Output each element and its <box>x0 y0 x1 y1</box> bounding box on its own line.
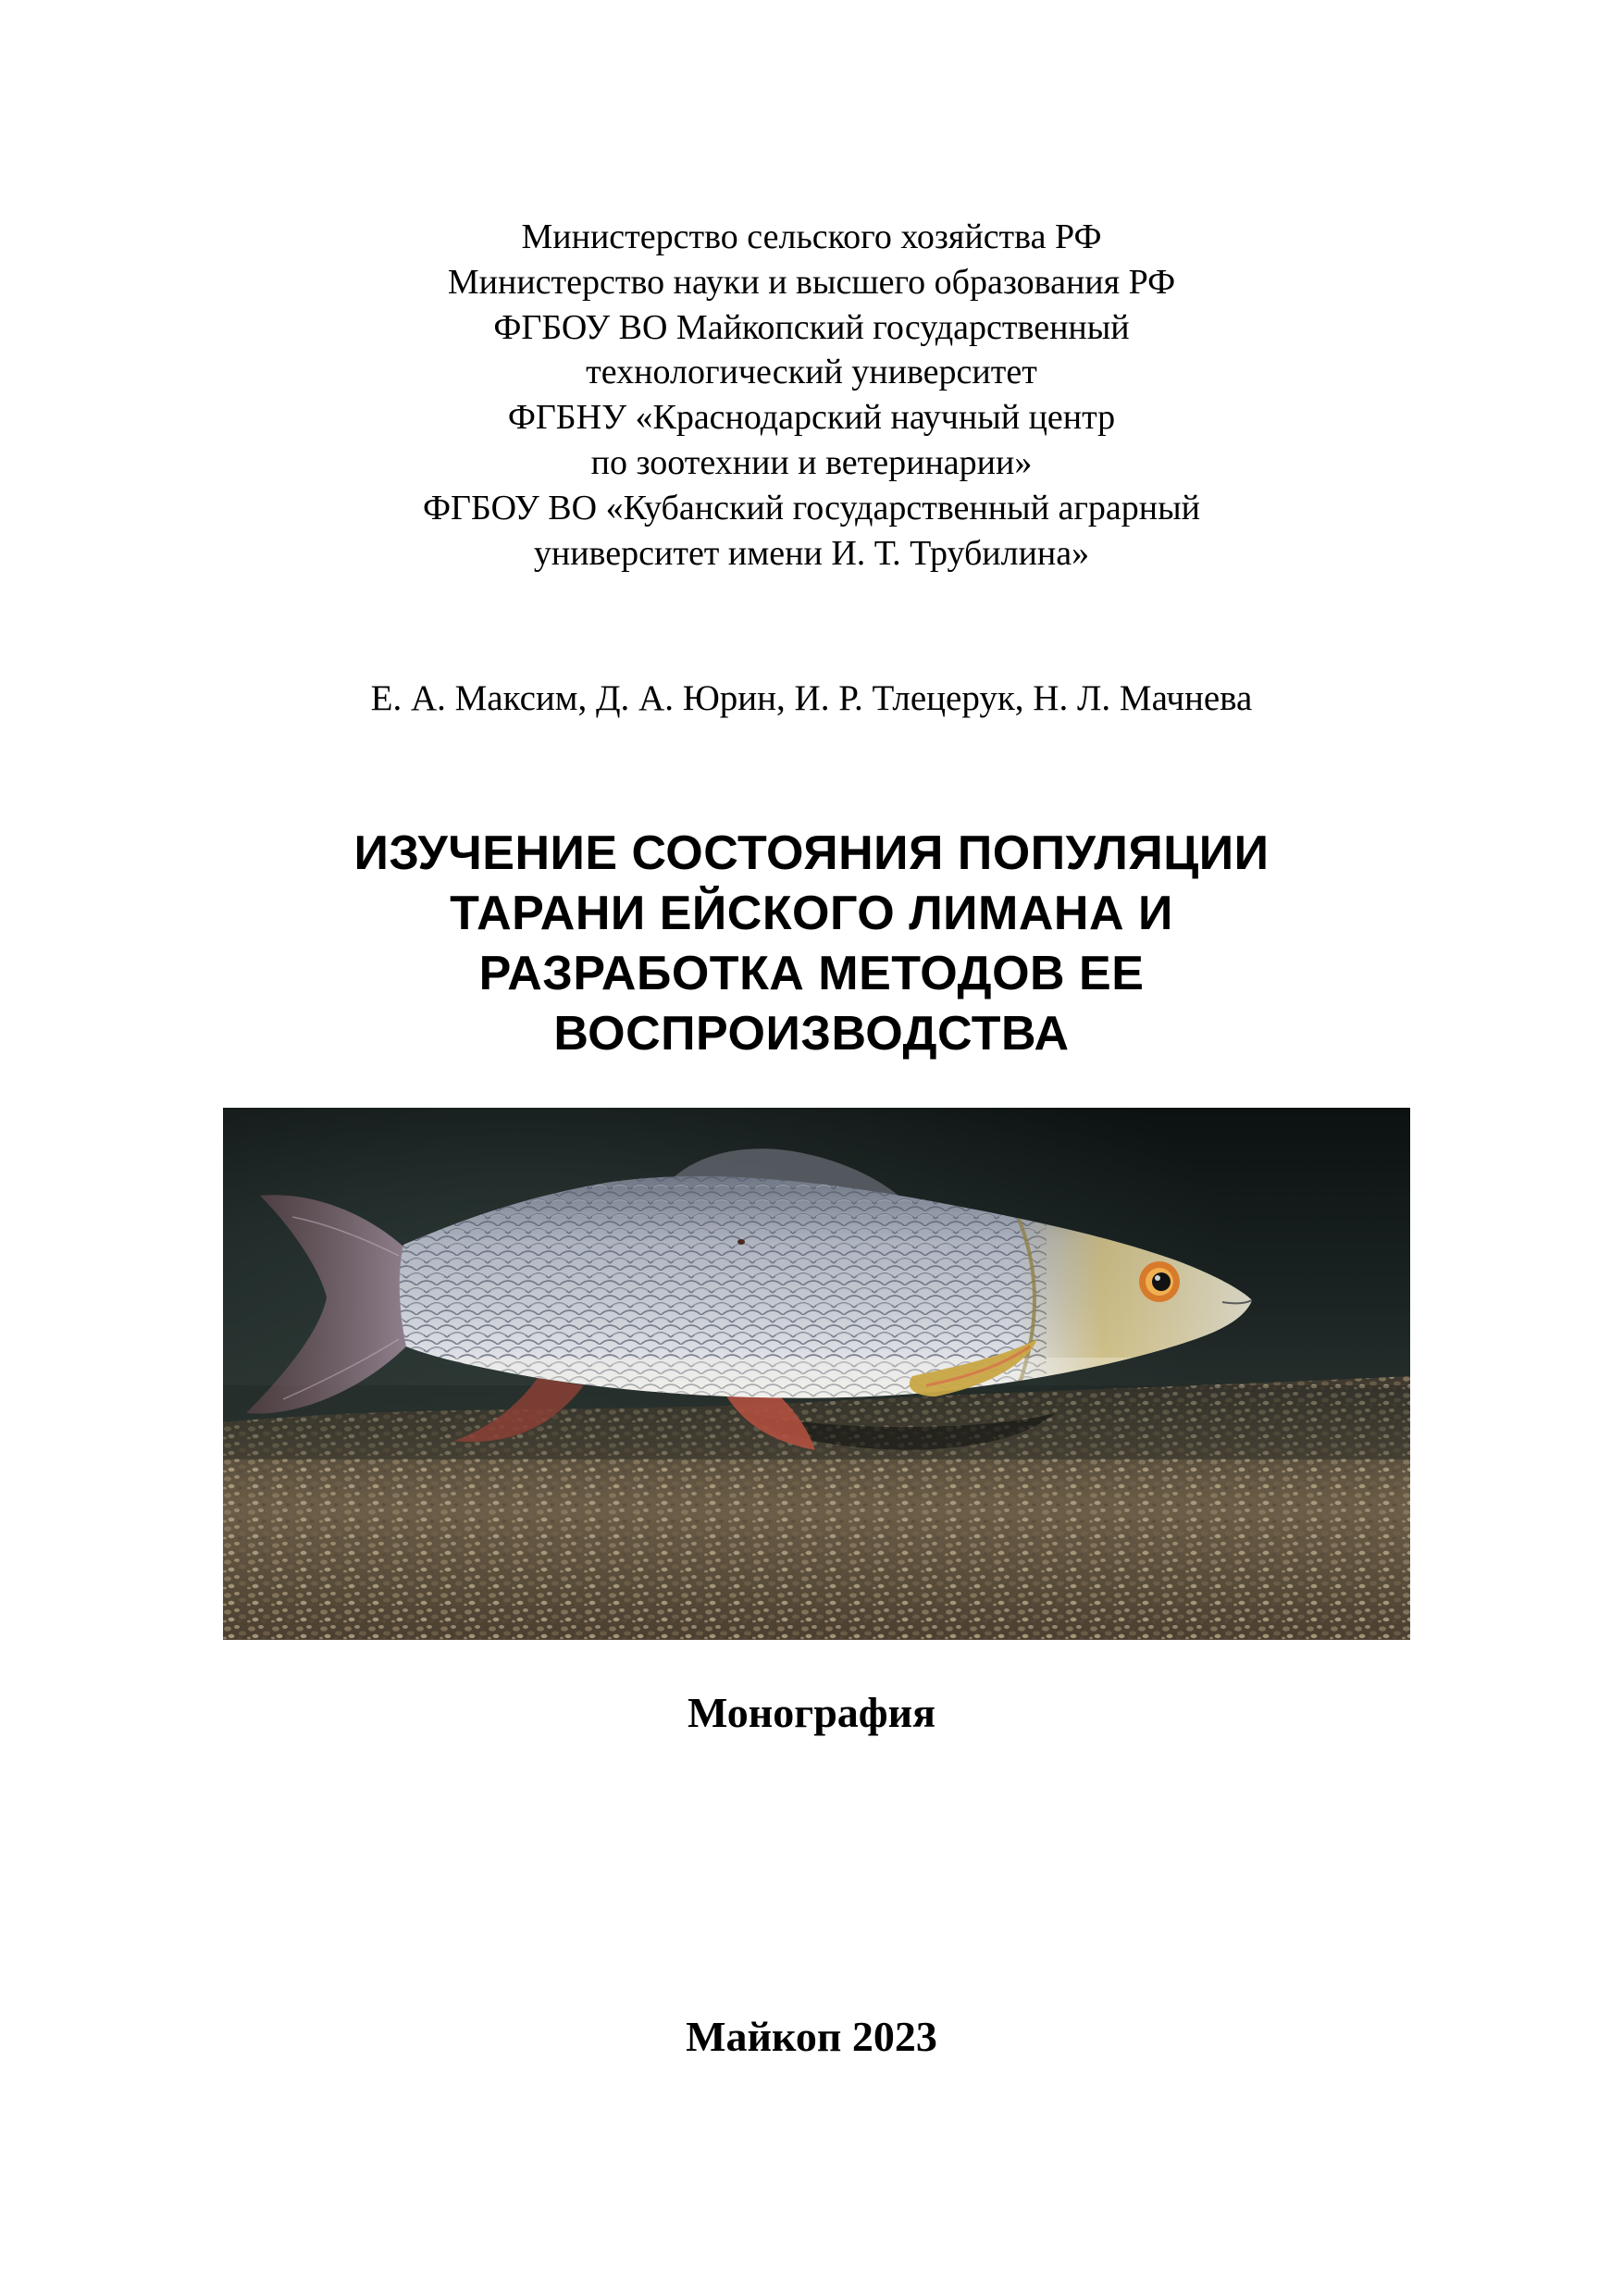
institution-line: Министерство сельского хозяйства РФ <box>521 217 1102 256</box>
genre-label: Монография <box>687 1689 935 1736</box>
imprint-line: Майкоп 2023 <box>686 2013 937 2060</box>
title-line: ИЗУЧЕНИЕ СОСТОЯНИЯ ПОПУЛЯЦИИ <box>353 826 1270 880</box>
institution-line: ФГБОУ ВО «Кубанский государственный аграрный <box>423 488 1200 527</box>
authors-line: Е. А. Максим, Д. А. Юрин, И. Р. Тлецерук, Н. Л. Мачнева <box>370 678 1253 718</box>
book-title <box>0 824 1623 1064</box>
fish-photo <box>223 1108 1410 1640</box>
institution-line: по зоотехнии и ветеринарии» <box>590 442 1033 482</box>
title-line: ТАРАНИ ЕЙСКОГО ЛИМАНА И <box>450 887 1173 940</box>
institution-line: ФГБНУ «Краснодарский научный центр <box>507 398 1116 438</box>
institution-line: технологический университет <box>586 353 1037 392</box>
title-line: ВОСПРОИЗВОДСТВА <box>553 1007 1070 1061</box>
title-line: РАЗРАБОТКА МЕТОДОВ ЕЕ <box>478 947 1145 1000</box>
institution-line: университет имени И. Т. Трубилина» <box>533 533 1090 573</box>
institution-line: ФГБОУ ВО Майкопский государственный <box>493 307 1130 347</box>
institutions-block <box>0 215 1623 576</box>
institution-line: Министерство науки и высшего образования РФ <box>447 262 1176 302</box>
